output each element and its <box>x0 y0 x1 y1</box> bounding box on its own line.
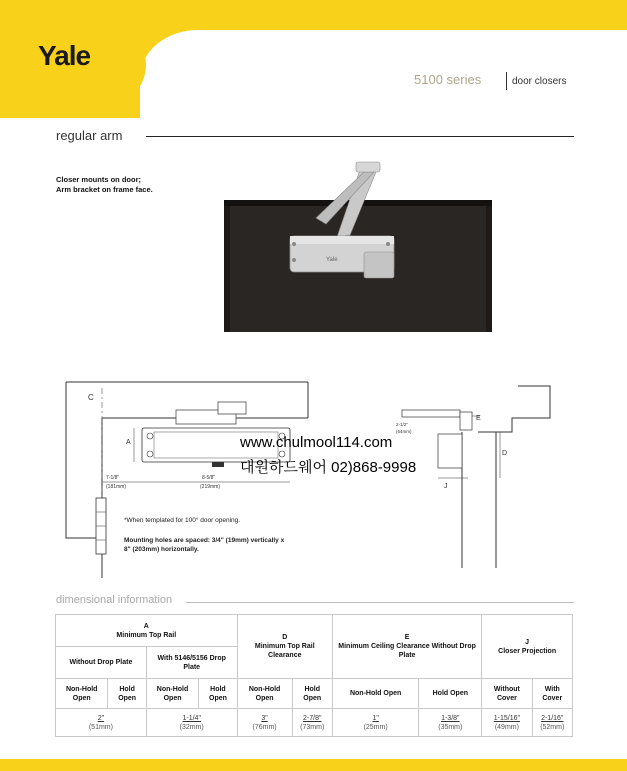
group-j-letter: J <box>525 638 530 646</box>
col-header: With Cover <box>532 679 572 709</box>
dim-side-inch: 2-1/2" <box>396 422 408 427</box>
dim-e-label: E <box>476 415 481 422</box>
value-cell <box>532 709 572 737</box>
mounting-holes-note <box>124 536 364 554</box>
dim-width-inch: 8-5/8" <box>202 475 216 481</box>
value-cell <box>292 709 332 737</box>
dimensional-rule <box>186 602 574 603</box>
dim-d-label: D <box>502 450 508 457</box>
value-mm: (73mm) <box>300 723 325 731</box>
dimensional-title: dimensional information <box>56 594 173 606</box>
col-header: Non-Hold Open <box>56 679 108 709</box>
col-header: Non-Hold Open <box>332 679 418 709</box>
category-label: door closers <box>512 76 567 87</box>
col-header: Without Cover <box>482 679 532 709</box>
col-header: Non-Hold Open <box>237 679 292 709</box>
mount-note-line1: Closer mounts on door; <box>56 175 141 184</box>
group-e-header <box>332 615 481 679</box>
closer-label: Yale <box>326 257 338 263</box>
logo-text: Yale <box>38 40 91 71</box>
value-cell <box>332 709 418 737</box>
value-inch: 2" <box>97 714 105 722</box>
value-inch: 1-1/4" <box>182 714 201 722</box>
dim-j-label: J <box>444 483 448 490</box>
value-cell <box>482 709 532 737</box>
dim-a-label: A <box>126 439 131 446</box>
dim-left-inch: 7-1/8" <box>106 475 120 481</box>
value-inch: 1" <box>372 714 379 722</box>
group-a-letter: A <box>143 622 149 630</box>
value-mm: (32mm) <box>179 723 204 731</box>
value-mm: (49mm) <box>494 723 519 731</box>
value-cell <box>146 709 237 737</box>
group-a-name: Minimum Top Rail <box>116 631 177 639</box>
sub-header-with-drop-plate: With 5146/5156 Drop Plate <box>146 647 237 679</box>
col-header: Hold Open <box>419 679 482 709</box>
col-header: Hold Open <box>292 679 332 709</box>
footer-band <box>0 759 627 771</box>
col-header: Non-Hold Open <box>146 679 198 709</box>
watermark-contact: 대원하드웨어 02)868-9998 <box>240 459 417 476</box>
value-cell <box>419 709 482 737</box>
product-photo <box>224 160 492 332</box>
group-e-name: Minimum Ceiling Clearance Without Drop Plate <box>338 643 476 659</box>
value-mm: (25mm) <box>363 723 388 731</box>
group-j-name: Closer Projection <box>498 647 557 655</box>
value-mm: (76mm) <box>252 723 277 731</box>
dim-left-mm: (181mm) <box>106 484 127 490</box>
value-inch: 2-7/8" <box>303 714 322 722</box>
group-e-letter: E <box>404 634 410 641</box>
dim-width-mm: (219mm) <box>200 484 221 490</box>
group-a-header <box>56 615 238 647</box>
value-inch: 1-15/16" <box>493 714 520 722</box>
group-d-name: Minimum Top Rail Clearance <box>254 643 315 659</box>
dim-side-mm: (64mm) <box>396 429 412 434</box>
group-j-header <box>482 615 573 679</box>
dimensions-table <box>55 614 573 737</box>
value-mm: (52mm) <box>540 723 565 731</box>
mount-note-line2: Arm bracket on frame face. <box>56 185 153 194</box>
value-mm: (51mm) <box>88 723 113 731</box>
value-mm: (35mm) <box>438 723 463 731</box>
centerline-label: C <box>88 393 94 402</box>
col-header: Hold Open <box>108 679 146 709</box>
group-d-letter: D <box>282 634 288 641</box>
series-title: 5100 series <box>414 72 482 87</box>
value-inch: 2-1/16" <box>541 714 564 722</box>
mount-note <box>56 175 226 195</box>
holes-note-line1: Mounting holes are spaced: 3/4" (19mm) vertically x <box>124 537 285 544</box>
section-rule <box>146 136 574 137</box>
group-d-header <box>237 615 332 679</box>
header-panel <box>140 30 627 118</box>
col-header: Hold Open <box>199 679 237 709</box>
series-divider <box>506 72 507 90</box>
sub-header-without-drop-plate: Without Drop Plate <box>56 647 147 679</box>
value-inch: 1-3/8" <box>441 714 460 722</box>
value-cell <box>56 709 147 737</box>
watermark-url: www.chulmool114.com <box>240 434 393 451</box>
template-note: *When templated for 100° door opening. <box>124 517 241 524</box>
holes-note-line2: 8" (203mm) horizontally. <box>124 546 199 553</box>
value-cell <box>237 709 292 737</box>
section-title: regular arm <box>56 128 123 143</box>
value-inch: 3" <box>261 714 268 722</box>
